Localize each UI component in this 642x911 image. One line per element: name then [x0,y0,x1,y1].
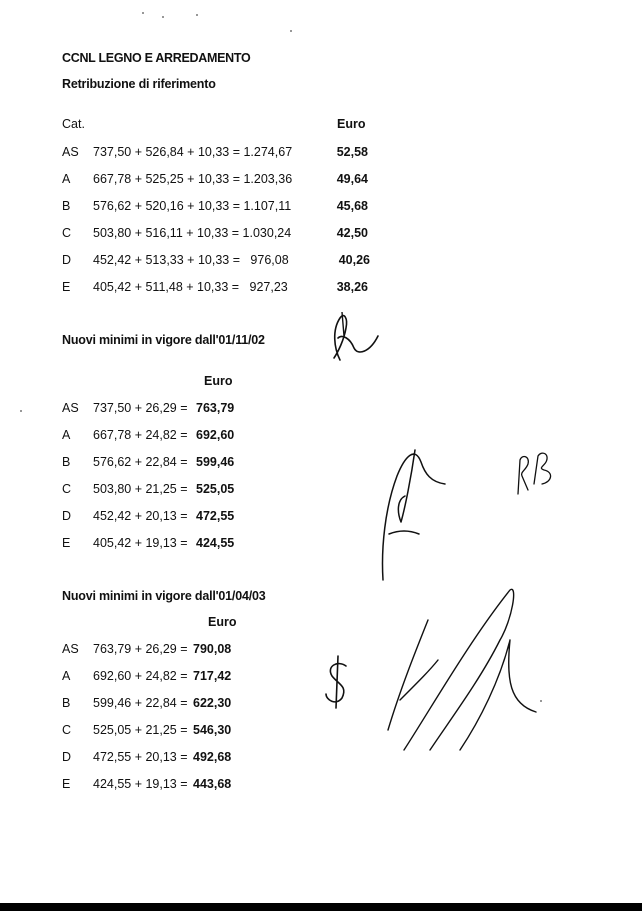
formula: 737,50 + 26,29 = [93,401,188,415]
column-header-cat: Cat. [62,117,85,131]
category-label: AS [62,145,79,159]
euro-value: 40,26 [338,253,370,267]
euro-value: 52,58 [336,145,368,159]
formula: 525,05 + 21,25 = [93,723,188,737]
column-header-euro: Euro [337,117,366,131]
category-label: B [62,455,71,469]
category-label: C [62,723,72,737]
scan-speck [142,12,144,14]
formula: 599,46 + 22,84 = [93,696,188,710]
category-label: E [62,536,71,550]
document-subtitle: Retribuzione di riferimento [62,77,216,91]
euro-value: 599,46 [196,455,235,469]
euro-value: 42,50 [336,226,368,240]
signature-s-icon [318,654,358,710]
initials-rb-icon [508,450,568,500]
scan-speck [540,700,542,702]
euro-value: 717,42 [193,669,232,683]
euro-value: 763,79 [196,401,235,415]
formula: 424,55 + 19,13 = [93,777,188,791]
category-label: AS [62,401,79,415]
category-label: AS [62,642,79,656]
formula: 576,62 + 22,84 = [93,455,188,469]
euro-value: 692,60 [196,428,235,442]
document-title: CCNL LEGNO E ARREDAMENTO [62,51,251,65]
euro-value: 492,68 [193,750,232,764]
scan-speck [290,30,292,32]
formula: 763,79 + 26,29 = [93,642,188,656]
section-heading: Nuovi minimi in vigore dall'01/11/02 [62,333,265,347]
euro-value: 546,30 [193,723,232,737]
category-label: D [62,509,72,523]
category-label: A [62,669,71,683]
category-label: B [62,696,71,710]
category-label: E [62,280,71,294]
column-header-euro: Euro [204,374,233,388]
euro-value: 622,30 [193,696,232,710]
formula: 667,78 + 525,25 + 10,33 = 1.203,36 [93,172,293,186]
signature-strokes-icon [360,580,560,780]
category-label: A [62,428,71,442]
euro-value: 790,08 [193,642,232,656]
euro-value: 49,64 [336,172,368,186]
category-label: B [62,199,71,213]
scan-edge-bar [0,903,642,911]
formula: 405,42 + 19,13 = [93,536,188,550]
euro-value: 45,68 [336,199,368,213]
scan-speck [162,16,164,18]
category-label: E [62,777,71,791]
category-label: C [62,482,72,496]
signature-large-icon [375,438,465,588]
scan-speck [196,14,198,16]
formula: 692,60 + 24,82 = [93,669,188,683]
formula: 503,80 + 516,11 + 10,33 = 1.030,24 [93,226,292,240]
formula: 452,42 + 513,33 + 10,33 = 976,08 [93,253,289,267]
formula: 472,55 + 20,13 = [93,750,188,764]
euro-value: 424,55 [196,536,235,550]
category-label: D [62,750,72,764]
formula: 503,80 + 21,25 = [93,482,188,496]
column-header-euro: Euro [208,615,237,629]
formula: 667,78 + 24,82 = [93,428,188,442]
euro-value: 525,05 [196,482,235,496]
formula: 405,42 + 511,48 + 10,33 = 927,23 [93,280,288,294]
signature-a-icon [320,308,390,368]
section-heading: Nuovi minimi in vigore dall'01/04/03 [62,589,266,603]
formula: 737,50 + 526,84 + 10,33 = 1.274,67 [93,145,293,159]
euro-value: 443,68 [193,777,232,791]
scan-speck [20,410,22,412]
euro-value: 472,55 [196,509,235,523]
category-label: A [62,172,71,186]
category-label: C [62,226,72,240]
euro-value: 38,26 [336,280,368,294]
formula: 452,42 + 20,13 = [93,509,188,523]
category-label: D [62,253,72,267]
formula: 576,62 + 520,16 + 10,33 = 1.107,11 [93,199,292,213]
